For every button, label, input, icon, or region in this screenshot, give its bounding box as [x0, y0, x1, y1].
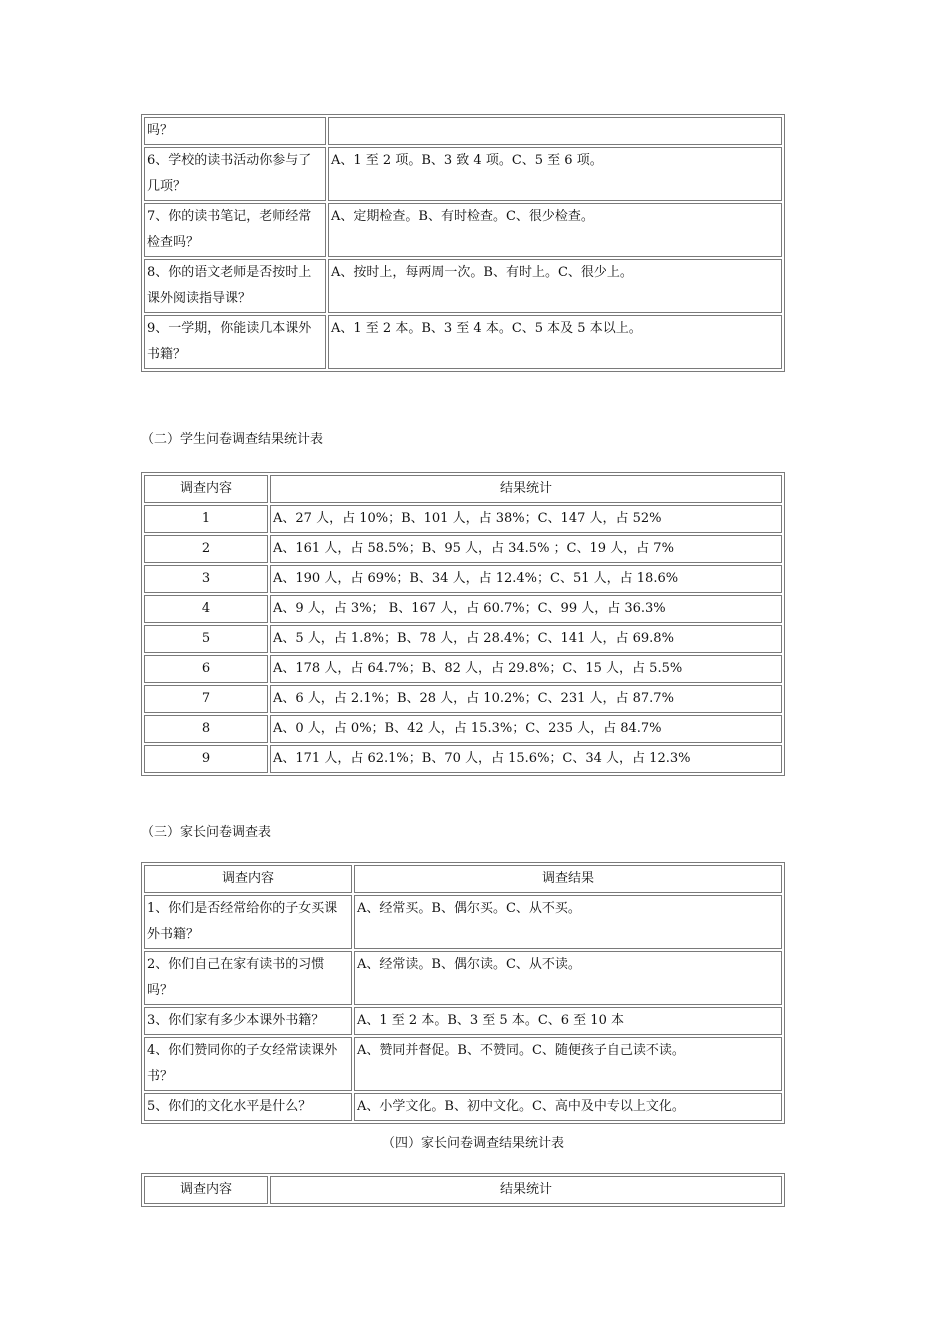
table-row	[144, 625, 782, 653]
table-header-row	[144, 865, 782, 893]
table-row	[144, 117, 782, 145]
answer-cell: A、1 至 2 本。B、3 至 5 本。C、6 至 10 本	[354, 1007, 782, 1035]
header-survey-content: 调查内容	[144, 475, 268, 503]
table-row	[144, 315, 782, 369]
result-cell: A、0 人，占 0%；B、42 人，占 15.3%；C、235 人，占 84.7%	[270, 715, 782, 743]
table-header-row	[144, 475, 782, 503]
table-row	[144, 595, 782, 623]
item-number: 1	[144, 505, 268, 533]
answer-cell: A、按时上，每两周一次。B、有时上。C、很少上。	[328, 259, 782, 313]
question-cell: 3、你们家有多少本课外书籍？	[144, 1007, 352, 1035]
table-row	[144, 655, 782, 683]
result-cell: A、190 人，占 69%；B、34 人，占 12.4%；C、51 人，占 18.6%	[270, 565, 782, 593]
section-3-title: （三）家长问卷调查表	[141, 825, 272, 840]
answer-cell: A、定期检查。B、有时检查。C、很少检查。	[328, 203, 782, 257]
table-row	[144, 147, 782, 201]
item-number: 9	[144, 745, 268, 773]
student-results-table	[141, 472, 785, 776]
table-row	[144, 203, 782, 257]
item-number: 8	[144, 715, 268, 743]
table-row	[144, 565, 782, 593]
item-number: 3	[144, 565, 268, 593]
table-row	[144, 1007, 782, 1035]
header-result-stats: 结果统计	[270, 475, 782, 503]
result-cell: A、27 人，占 10%；B、101 人，占 38%；C、147 人，占 52%	[270, 505, 782, 533]
table-row	[144, 535, 782, 563]
table-header-row	[144, 1176, 782, 1204]
question-cell: 9、一学期，你能读几本课外书籍？	[144, 315, 326, 369]
parent-results-table	[141, 1173, 785, 1207]
result-cell: A、9 人，占 3%； B、167 人，占 60.7%；C、99 人，占 36.3%	[270, 595, 782, 623]
header-result-stats: 结果统计	[270, 1176, 782, 1204]
table-row	[144, 951, 782, 1005]
table-row	[144, 505, 782, 533]
table-row	[144, 259, 782, 313]
section-4-title: （四）家长问卷调查结果统计表	[382, 1136, 565, 1151]
table-row	[144, 895, 782, 949]
result-cell: A、6 人，占 2.1%；B、28 人，占 10.2%；C、231 人，占 87.7%	[270, 685, 782, 713]
answer-cell: A、1 至 2 本。B、3 至 4 本。C、5 本及 5 本以上。	[328, 315, 782, 369]
header-survey-content: 调查内容	[144, 865, 352, 893]
item-number: 2	[144, 535, 268, 563]
question-cell: 8、你的语文老师是否按时上课外阅读指导课？	[144, 259, 326, 313]
question-cell: 5、你们的文化水平是什么？	[144, 1093, 352, 1121]
result-cell: A、178 人，占 64.7%；B、82 人，占 29.8%；C、15 人，占 5.5%	[270, 655, 782, 683]
question-cell: 4、你们赞同你的子女经常读课外书？	[144, 1037, 352, 1091]
result-cell: A、161 人，占 58.5%；B、95 人，占 34.5% ；C、19 人，占 7%	[270, 535, 782, 563]
item-number: 4	[144, 595, 268, 623]
table-row	[144, 1093, 782, 1121]
table-row	[144, 745, 782, 773]
table-row	[144, 685, 782, 713]
item-number: 5	[144, 625, 268, 653]
answer-cell: A、赞同并督促。B、不赞同。C、随便孩子自己读不读。	[354, 1037, 782, 1091]
header-survey-content: 调查内容	[144, 1176, 268, 1204]
item-number: 6	[144, 655, 268, 683]
question-cell: 1、你们是否经常给你的子女买课外书籍？	[144, 895, 352, 949]
answer-cell: A、经常读。B、偶尔读。C、从不读。	[354, 951, 782, 1005]
question-cell: 2、你们自己在家有读书的习惯吗？	[144, 951, 352, 1005]
header-survey-result: 调查结果	[354, 865, 782, 893]
question-cell: 吗？	[144, 117, 326, 145]
parent-questionnaire-table	[141, 862, 785, 1124]
answer-cell	[328, 117, 782, 145]
answer-cell: A、1 至 2 项。B、3 致 4 项。C、5 至 6 项。	[328, 147, 782, 201]
table-row	[144, 1037, 782, 1091]
student-questionnaire-table-continued	[141, 114, 785, 372]
answer-cell: A、小学文化。B、初中文化。C、高中及中专以上文化。	[354, 1093, 782, 1121]
question-cell: 6、学校的读书活动你参与了几项？	[144, 147, 326, 201]
answer-cell: A、经常买。B、偶尔买。C、从不买。	[354, 895, 782, 949]
result-cell: A、5 人，占 1.8%；B、78 人，占 28.4%；C、141 人，占 69.8%	[270, 625, 782, 653]
question-cell: 7、你的读书笔记，老师经常检查吗？	[144, 203, 326, 257]
table-row	[144, 715, 782, 743]
result-cell: A、171 人，占 62.1%；B、70 人，占 15.6%；C、34 人，占 12.3%	[270, 745, 782, 773]
section-2-title: （二）学生问卷调查结果统计表	[141, 432, 324, 447]
item-number: 7	[144, 685, 268, 713]
